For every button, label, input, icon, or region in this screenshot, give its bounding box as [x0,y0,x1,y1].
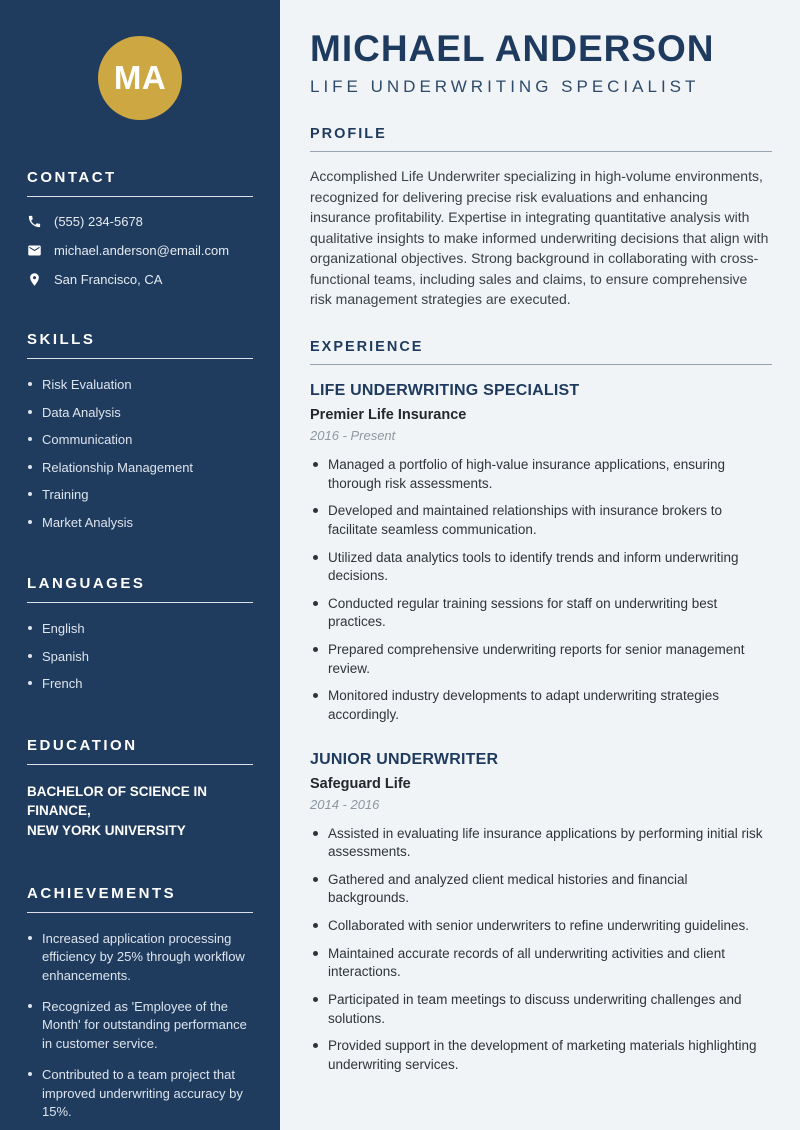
experience-heading: EXPERIENCE [310,339,424,356]
job-bullets [310,456,772,725]
languages-heading: LANGUAGES [27,575,146,593]
job-bullet: Utilized data analytics tools to identify trends and inform underwriting decisions. [310,549,772,586]
person-role: LIFE UNDERWRITING SPECIALIST [310,77,700,96]
education-degree-line: BACHELOR OF SCIENCE IN FINANCE, [27,783,208,819]
job-bullet: Prepared comprehensive underwriting reports for senior management review. [310,641,772,678]
job-bullet: Monitored industry developments to adapt underwriting strategies accordingly. [310,687,772,724]
profile-heading: PROFILE [310,126,387,142]
languages-list [27,620,253,693]
location-icon [27,272,42,287]
job-bullet: Conducted regular training sessions for staff on underwriting best practices. [310,595,772,632]
job-title: JUNIOR UNDERWRITER [310,750,499,768]
job-bullet: Gathered and analyzed client medical histories and financial backgrounds. [310,871,772,908]
avatar [98,36,182,120]
experience-divider [310,364,772,365]
job-bullets [310,825,772,1075]
job-bullet: Managed a portfolio of high-value insurance applications, ensuring thorough risk assessments. [310,456,772,493]
contact-email-text: michael.anderson@email.com [54,243,230,258]
email-icon [27,243,42,258]
job-entry-2 [310,751,772,1075]
contact-section [27,169,253,287]
skill-item: Data Analysis [27,404,253,422]
skill-item: Relationship Management [27,459,253,477]
achievements-section [27,885,253,1122]
job-bullet: Assisted in evaluating life insurance applications by performing initial risk assessments. [310,825,772,862]
job-bullet: Maintained accurate records of all underwriting activities and client interactions. [310,945,772,982]
contact-location-text: San Francisco, CA [54,272,163,287]
education-section [27,737,253,841]
contact-row-location [27,272,253,287]
experience-section [310,339,772,1074]
achievements-list [27,930,253,1122]
main-column [280,0,800,1130]
language-item: English [27,620,253,638]
contact-phone-text: (555) 234-5678 [54,214,143,229]
job-bullet: Participated in team meetings to discuss underwriting challenges and solutions. [310,991,772,1028]
languages-divider [27,602,253,603]
job-bullet: Collaborated with senior underwriters to refine underwriting guidelines. [310,917,772,936]
education-degree [27,782,253,841]
contact-row-phone [27,214,253,229]
education-divider [27,764,253,765]
language-item: French [27,675,253,693]
contact-row-email [27,243,253,258]
language-item: Spanish [27,648,253,666]
skill-item: Communication [27,431,253,449]
achievements-divider [27,912,253,913]
avatar-initials: MA [113,59,167,96]
skills-list [27,376,253,531]
avatar-wrap [27,36,253,120]
contact-divider [27,196,253,197]
achievements-heading: ACHIEVEMENTS [27,884,177,902]
phone-icon [27,214,42,229]
skill-item: Risk Evaluation [27,376,253,394]
job-entry-1 [310,382,772,725]
profile-divider [310,151,772,152]
job-bullet: Developed and maintained relationships with insurance brokers to facilitate seamless communication. [310,502,772,539]
education-heading: EDUCATION [27,736,138,754]
skills-heading: SKILLS [27,331,96,348]
sidebar [0,0,280,1130]
education-degree-line: NEW YORK UNIVERSITY [27,823,186,839]
job-title: LIFE UNDERWRITING SPECIALIST [310,382,580,400]
profile-section [310,126,772,310]
skills-divider [27,358,253,359]
job-dates: 2014 - 2016 [310,796,380,812]
achievement-item: Increased application processing efficiency by 25% through workflow enhancements. [27,930,253,985]
job-company: Premier Life Insurance [310,407,467,424]
skill-item: Market Analysis [27,514,253,532]
person-name: MICHAEL ANDERSON [310,28,715,69]
job-company: Safeguard Life [310,775,411,792]
achievement-item: Contributed to a team project that improved underwriting accuracy by 15%. [27,1066,253,1121]
languages-section [27,575,253,693]
contact-heading: CONTACT [27,169,117,186]
profile-text: Accomplished Life Underwriter specializing in high-volume environments, recognized for delivering precise risk evaluations and enhancing insurance profitability. Expertise in integrating quantitative analysis with qualitative insights to make informed underwriting decisions that align with organizational objectives. Strong background in collaborating with cross-functional teams, including sales and claims, to ensure comprehensive risk management strategies are executed. [310,168,769,308]
skills-section [27,331,253,531]
job-bullet: Provided support in the development of marketing materials highlighting underwriting services. [310,1037,772,1074]
job-dates: 2016 - Present [310,428,396,444]
achievement-item: Recognized as 'Employee of the Month' for outstanding performance in customer service. [27,998,253,1053]
skill-item: Training [27,486,253,504]
